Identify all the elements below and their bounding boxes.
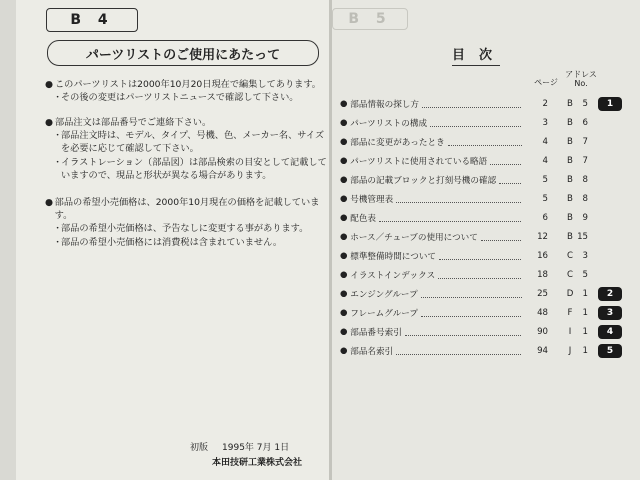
toc-item[interactable]	[340, 210, 630, 226]
section-title: パーツリストのご使用にあたって	[47, 40, 319, 66]
toc-page-number: 18	[537, 270, 548, 280]
toc-address-section: B	[567, 137, 573, 147]
toc-address-number: 1	[582, 346, 588, 356]
notice-note: イラストレーション（部品図）は部品検索の目安として記載していますので、現品と形状が異なる場合があります。	[61, 156, 327, 181]
toc-address-number: 6	[582, 118, 588, 128]
toc-address-section: C	[566, 251, 573, 261]
leader-dots	[490, 158, 521, 165]
toc-item-title: フレームグループ	[350, 309, 418, 319]
toc-bullet-icon: ●	[340, 175, 351, 185]
toc-bullet-icon: ●	[340, 156, 351, 166]
edition-line	[190, 440, 289, 453]
toc-address-section: I	[568, 327, 572, 337]
notice-note: その後の変更はパーツリストニュースで確認して下さい。	[61, 92, 299, 104]
toc-page-number: 25	[537, 289, 548, 299]
toc-address-section: D	[566, 289, 574, 299]
index-tab[interactable]: 5	[598, 344, 622, 358]
index-tab[interactable]: 4	[598, 325, 622, 339]
toc-page-number: 5	[542, 194, 548, 204]
leader-dots	[379, 215, 521, 222]
toc-item-title: 部品名索引	[350, 347, 394, 357]
toc-address-number: 3	[582, 251, 588, 261]
toc-bullet-icon: ●	[340, 194, 351, 204]
leader-dots	[430, 120, 521, 127]
toc-item-title: 標準整備時間について	[350, 252, 437, 262]
toc-page-number: 48	[537, 308, 548, 318]
toc-item[interactable]	[340, 134, 630, 150]
toc-page-number: 6	[542, 213, 548, 223]
toc-item-title: エンジングループ	[350, 290, 418, 300]
leader-dots	[422, 101, 521, 108]
toc-address-number: 5	[582, 99, 588, 109]
toc-item[interactable]	[340, 96, 630, 112]
leader-dots	[439, 253, 521, 260]
toc-page-number: 5	[542, 175, 548, 185]
col-header-page: ページ	[534, 78, 558, 87]
leader-dots	[396, 196, 521, 203]
toc-address-number: 7	[582, 137, 588, 147]
notice-section: ● このパーツリストは2000年10月20日現在で編集してあります。 ・ その後の変更はパーツリストニュースで確認して下さい。	[45, 79, 321, 104]
toc-bullet-icon: ●	[340, 327, 351, 337]
page-fold	[329, 0, 332, 480]
toc-item[interactable]	[340, 305, 630, 321]
toc-item-title: パーツリストの構成	[350, 119, 428, 129]
bullet-icon: ●	[45, 117, 54, 128]
toc-address-number: 5	[582, 270, 588, 280]
company-name: 本田技研工業株式会社	[212, 458, 303, 468]
toc-address-section: B	[567, 118, 573, 128]
leader-dots	[438, 272, 521, 279]
toc-bullet-icon: ●	[340, 213, 351, 223]
toc-address-number: 1	[582, 289, 588, 299]
edition-label: 初版	[190, 443, 209, 453]
toc-address-section: B	[567, 175, 573, 185]
toc-page-number: 94	[537, 346, 548, 356]
toc-page-number: 4	[542, 137, 548, 147]
toc-address-section: B	[567, 99, 573, 109]
toc-address-section: J	[568, 346, 572, 356]
notice-text: 部品注文は部品番号でご連絡下さい。	[55, 117, 212, 128]
bullet-icon: ●	[45, 197, 54, 208]
notice-text: 部品の希望小売価格は、2000年10月現在の価格を記載しています。	[54, 197, 320, 222]
toc-address-number: 15	[577, 232, 588, 242]
toc-item[interactable]	[340, 172, 630, 188]
toc-item-title: 部品に変更があったとき	[350, 138, 445, 148]
toc-item[interactable]	[340, 248, 630, 264]
toc-item-title: 配色表	[350, 214, 377, 224]
toc-bullet-icon: ●	[340, 289, 351, 299]
toc-address-section: B	[567, 194, 573, 204]
index-tab[interactable]: 1	[598, 97, 622, 111]
leader-dots	[421, 310, 521, 317]
toc-address-section: B	[567, 232, 573, 242]
leader-dots	[499, 177, 521, 184]
toc-page-number: 90	[537, 327, 548, 337]
toc-address-section: F	[567, 308, 573, 318]
toc-bullet-icon: ●	[340, 251, 351, 261]
toc-bullet-icon: ●	[340, 346, 351, 356]
toc-bullet-icon: ●	[340, 118, 351, 128]
toc-page-number: 2	[542, 99, 548, 109]
toc-address-number: 7	[582, 156, 588, 166]
toc-address-number: 8	[582, 194, 588, 204]
toc-bullet-icon: ●	[340, 232, 351, 242]
notice-note: 部品の希望小売価格は、予告なしに変更する事があります。	[61, 223, 309, 235]
toc-address-section: B	[567, 213, 573, 223]
toc-bullet-icon: ●	[340, 99, 351, 109]
notice-note: 部品の希望小売価格には消費税は含まれていません。	[61, 236, 283, 248]
toc-item[interactable]	[340, 191, 630, 207]
toc-item-title: イラストインデックス	[350, 271, 436, 281]
toc-item-title: 部品の記載ブロックと打刻号機の確認	[350, 176, 497, 186]
toc-item-title: パーツリストに使用されている略語	[350, 157, 488, 167]
toc-item[interactable]	[340, 286, 630, 302]
leader-dots	[396, 348, 521, 355]
notice-note: 部品注文時は、モデル、タイプ、号機、色、メーカー名、サイズを必要に応じて確認して下さい。	[61, 130, 325, 155]
toc-page-number: 12	[537, 232, 548, 242]
leader-dots	[421, 291, 522, 298]
toc-bullet-icon: ●	[340, 270, 351, 280]
toc-address-number: 9	[582, 213, 588, 223]
toc-item[interactable]	[340, 115, 630, 131]
edition-date: 1995年 7月 1日	[222, 443, 290, 453]
toc-page-number: 16	[537, 251, 548, 261]
index-tab[interactable]: 3	[598, 306, 622, 320]
toc-page-number: 4	[542, 156, 548, 166]
notice-text: このパーツリストは2000年10月20日現在で編集してあります。	[55, 79, 321, 90]
toc-item[interactable]	[340, 153, 630, 169]
toc-item-title: 部品番号索引	[350, 328, 402, 338]
toc-item[interactable]	[340, 324, 630, 340]
toc-item[interactable]	[340, 343, 630, 359]
toc-item-title: 部品情報の探し方	[350, 100, 419, 110]
toc-address-section: B	[567, 156, 573, 166]
toc-bullet-icon: ●	[340, 308, 351, 318]
toc-address-number: 1	[582, 308, 588, 318]
col-header-address: アドレス No.	[565, 70, 597, 88]
toc-item-title: ホース／チューブの使用について	[350, 233, 478, 243]
notice-section: ● 部品の希望小売価格は、2000年10月現在の価格を記載しています。 ・ 部品の希望小売価格は、予告なしに変更する事があります。 ・ 部品の希望小売価格には消費税は含まれていません。	[45, 196, 327, 249]
leader-dots	[448, 139, 522, 146]
leader-dots	[481, 234, 521, 241]
leader-dots	[405, 329, 521, 336]
toc-bullet-icon: ●	[340, 137, 351, 147]
toc-address-number: 8	[582, 175, 588, 185]
index-tab[interactable]: 2	[598, 287, 622, 301]
bullet-icon: ●	[45, 79, 54, 90]
right-page-number-box: B 5	[332, 8, 408, 30]
toc-address-section: C	[566, 270, 573, 280]
toc-item[interactable]	[340, 229, 630, 245]
toc-title: 目次	[452, 44, 506, 63]
toc-item-title: 号機管理表	[350, 195, 394, 205]
notice-section: ● 部品注文は部品番号でご連絡下さい。 ・ 部品注文時は、モデル、タイプ、号機、色、メーカー名、サイズを必要に応じて確認して下さい。 ・ イラストレーション（部品図）は部品検索の目安として記載していますので、現品と形状が異なる場合があります。	[45, 117, 327, 181]
page-number-box: B 4	[46, 8, 138, 32]
toc-address-number: 1	[582, 327, 588, 337]
toc-item[interactable]	[340, 267, 630, 283]
toc-page-number: 3	[542, 118, 548, 128]
